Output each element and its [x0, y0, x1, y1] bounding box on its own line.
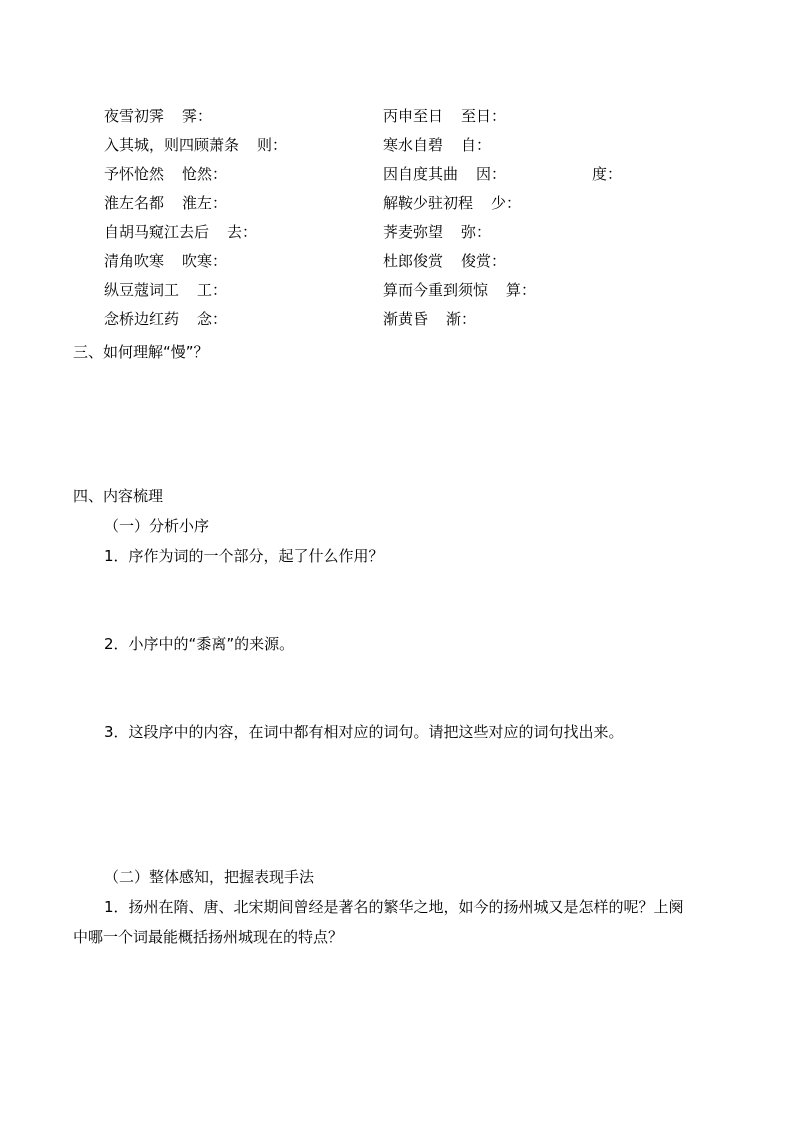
vocab-left-row	[104, 164, 227, 184]
vocab-left-row	[104, 193, 227, 213]
vocab-phrase: 算而今重到须惊	[383, 281, 489, 299]
vocab-phrase: 寒水自碧	[383, 136, 444, 154]
vocab-phrase: 清角吹寒	[104, 252, 165, 270]
section-4-heading: 四、内容梳理	[73, 487, 164, 505]
vocab-key: 算：	[506, 281, 537, 299]
vocab-phrase: 丙申至日	[383, 107, 444, 125]
vocab-phrase: 杜郎俊赏	[383, 252, 444, 270]
vocab-phrase: 荠麦弥望	[383, 223, 444, 241]
vocab-key-2: 度：	[592, 165, 623, 183]
part-1-question-2: 2．小序中的“黍离”的来源。	[104, 635, 295, 653]
vocab-key: 自：	[461, 136, 492, 154]
vocab-phrase: 夜雪初霁	[104, 107, 165, 125]
vocab-key: 念：	[197, 310, 228, 328]
vocab-key: 怆然：	[182, 165, 228, 183]
vocab-key: 淮左：	[182, 194, 228, 212]
vocab-phrase: 渐黄昏	[383, 310, 429, 328]
vocab-right-row	[383, 222, 491, 242]
vocab-phrase: 解鞍少驻初程	[383, 194, 474, 212]
vocab-right-row	[383, 106, 506, 126]
vocab-right-row	[383, 280, 536, 300]
vocab-key: 渐：	[446, 310, 477, 328]
vocab-left-row	[104, 222, 257, 242]
vocab-right-row	[383, 309, 476, 329]
vocab-key: 弥：	[461, 223, 492, 241]
section-3-heading: 三、如何理解“慢”？	[73, 343, 209, 361]
vocab-left-row	[104, 106, 212, 126]
part-2-question-1-line-1: 1．扬州在隋、唐、北宋期间曾经是著名的繁华之地，如今的扬州城又是怎样的呢？上阕	[104, 898, 684, 916]
vocab-key: 去：	[227, 223, 258, 241]
part-1-question-1: 1．序作为词的一个部分，起了什么作用？	[104, 547, 384, 565]
vocab-key: 至日：	[461, 107, 507, 125]
vocab-left-row	[104, 309, 227, 329]
vocab-phrase: 入其城，则四顾萧条	[104, 136, 240, 154]
vocab-right-row	[383, 251, 506, 271]
vocab-right-row	[383, 135, 491, 155]
vocab-phrase: 因自度其曲	[383, 165, 459, 183]
vocab-phrase: 念桥边红药	[104, 310, 180, 328]
vocab-left-row	[104, 135, 287, 155]
vocab-key: 俊赏：	[461, 252, 507, 270]
vocab-left-row	[104, 280, 227, 300]
vocab-key: 因：	[476, 165, 507, 183]
vocab-phrase: 纵豆蔻词工	[104, 281, 180, 299]
vocab-key: 霁：	[182, 107, 213, 125]
vocab-key: 则：	[257, 136, 288, 154]
vocab-right-row	[383, 193, 521, 213]
part-1-heading: （一）分析小序	[104, 517, 210, 535]
part-2-question-1-line-2: 中哪一个词最能概括扬州城现在的特点？	[73, 928, 344, 946]
part-2-heading: （二）整体感知，把握表现手法	[104, 868, 315, 886]
vocab-key: 少：	[491, 194, 522, 212]
vocab-key: 吹寒：	[182, 252, 228, 270]
vocab-phrase: 自胡马窥江去后	[104, 223, 210, 241]
vocab-phrase: 淮左名都	[104, 194, 165, 212]
part-1-question-3: 3．这段序中的内容，在词中都有相对应的词句。请把这些对应的词句找出来。	[104, 723, 624, 741]
vocab-key: 工：	[197, 281, 228, 299]
vocab-phrase: 予怀怆然	[104, 165, 165, 183]
vocab-left-row	[104, 251, 227, 271]
vocab-right-row	[383, 164, 622, 184]
